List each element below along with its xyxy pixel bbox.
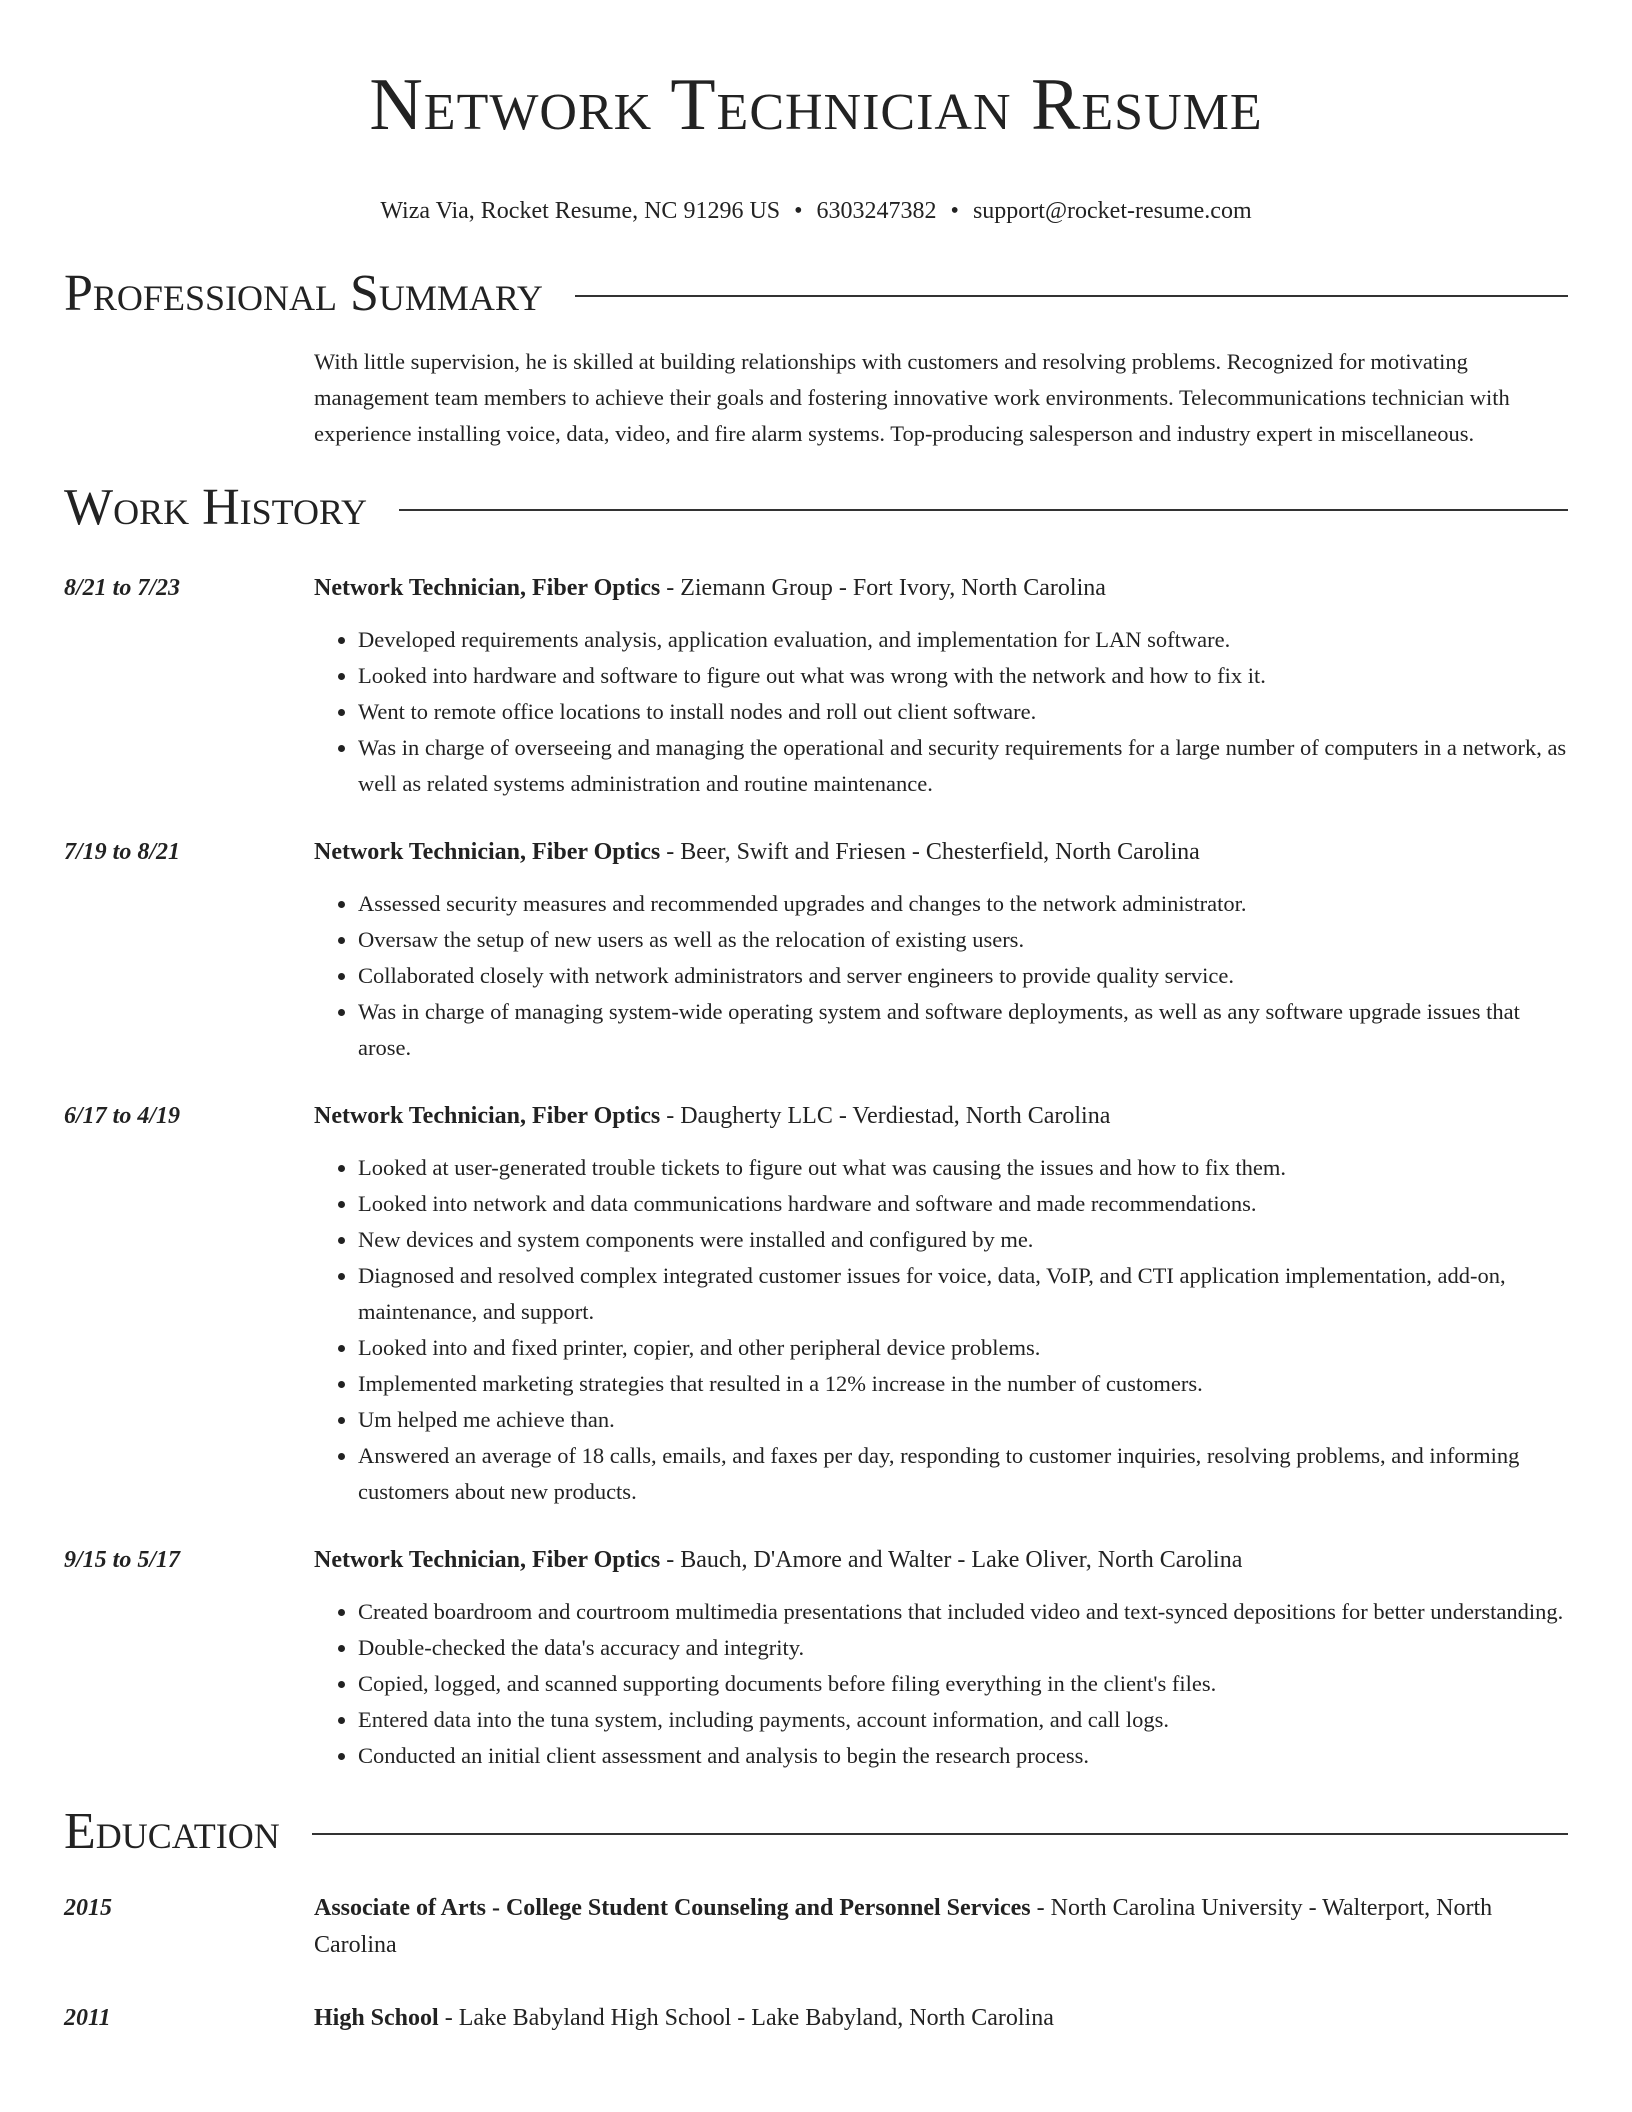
job-bullet: • Entered data into the tuna system, including payments, account information, and call logs. [358,1702,1568,1738]
job-header [314,1542,1568,1578]
contact-email: support@rocket-resume.com [972,198,1252,224]
job-bullets [314,1150,1568,1510]
job-company-location: - Bauch, D'Amore and Walter - Lake Oliver, North Carolina [660,1547,1243,1573]
job-body [314,1098,1568,1510]
job-bullet: • Oversaw the setup of new users as well as the relocation of existing users. [358,922,1568,958]
job-title: Network Technician, Fiber Optics [314,575,661,601]
education-degree: Associate of Arts - College Student Counseling and Personnel Services [314,1895,1031,1921]
section-divider [399,509,1568,511]
education-entry [64,1890,1568,1964]
job-bullet: • Answered an average of 18 calls, emails, and faxes per day, responding to customer inquiries, resolving problems, and informing customers about new products. [358,1438,1568,1510]
job-bullet: • Looked into and fixed printer, copier, and other peripheral device problems. [358,1330,1568,1366]
contact-address: Wiza Via, Rocket Resume, NC 91296 US [380,198,781,224]
job-bullet: • Looked into network and data communications hardware and software and made recommendations. [358,1186,1568,1222]
job-bullets [314,1594,1568,1774]
job-body [314,570,1568,802]
job-bullet: • Was in charge of overseeing and managing the operational and security requirements for a large number of computers in a network, as well as related systems administration and routine maintenance. [358,730,1568,802]
education-date: 2015 [64,1895,112,1921]
summary-paragraph: With little supervision, he is skilled at building relationships with customers and resolving problems. Recognized for motivating management team members to achieve their goals and fostering innovative work environments. Telecommunications technician with experience installing voice, data, video, and fire alarm systems. Top-producing salesperson and industry expert in miscellaneous. [314,349,1510,446]
job-body [314,834,1568,1066]
job-company-location: - Ziemann Group - Fort Ivory, North Carolina [660,575,1106,601]
job-bullet: • Went to remote office locations to install nodes and roll out client software. [358,694,1568,730]
education-body [314,1890,1568,1964]
job-header [314,834,1568,870]
job-dates: 9/15 to 5/17 [64,1547,181,1573]
education-school-location: - Lake Babyland High School - Lake Babyland, North Carolina [438,2005,1054,2031]
job-header [314,1098,1568,1134]
job-entry [64,1098,1568,1510]
job-title: Network Technician, Fiber Optics [314,1547,661,1573]
job-bullet: • Assessed security measures and recommended upgrades and changes to the network administrator. [358,886,1568,922]
job-bullet: • Was in charge of managing system-wide operating system and software deployments, as well as any software upgrade issues that arose. [358,994,1568,1066]
job-bullets [314,622,1568,802]
section-title-summary: Professional Summary [64,265,543,322]
job-dates: 6/17 to 4/19 [64,1103,181,1129]
job-header [314,570,1568,606]
job-body [314,1542,1568,1774]
contact-phone: 6303247382 [816,198,937,224]
section-heading-work-history [64,476,1568,540]
job-bullet: • Looked at user-generated trouble tickets to figure out what was causing the issues and how to fix them. [358,1150,1568,1186]
job-entry [64,834,1568,1066]
job-bullet: • Developed requirements analysis, application evaluation, and implementation for LAN software. [358,622,1568,658]
section-heading-summary [64,262,1568,326]
job-bullet: • Copied, logged, and scanned supporting documents before filing everything in the client's files. [358,1666,1568,1702]
job-dates: 7/19 to 8/21 [64,839,181,865]
education-degree: High School [314,2005,439,2031]
job-bullet: • Conducted an initial client assessment and analysis to begin the research process. [358,1738,1568,1774]
education-entry [64,2000,1568,2037]
education-school-location: - North Carolina University - Walterport, North Carolina [314,1895,1493,1958]
job-bullet: • Diagnosed and resolved complex integrated customer issues for voice, data, VoIP, and CTI application implementation, add-on, maintenance, and support. [358,1258,1568,1330]
job-entry [64,570,1568,802]
section-heading-education [64,1800,1568,1864]
job-bullet: • Created boardroom and courtroom multimedia presentations that included video and text-synced depositions for better understanding. [358,1594,1568,1630]
job-entry [64,1542,1568,1774]
job-bullet: • Collaborated closely with network administrators and server engineers to provide quality service. [358,958,1568,994]
bullet-separator: • [950,198,959,224]
job-title: Network Technician, Fiber Optics [314,839,661,865]
bullet-separator: • [794,198,803,224]
section-divider [312,1833,1568,1835]
resume-title: Network Technician Resume [369,64,1263,146]
job-title: Network Technician, Fiber Optics [314,1103,661,1129]
section-title-education: Education [64,1803,280,1860]
education-body [314,2000,1568,2037]
education-date: 2011 [64,2005,111,2031]
job-bullet: • Implemented marketing strategies that resulted in a 12% increase in the number of customers. [358,1366,1568,1402]
job-bullet: • New devices and system components were installed and configured by me. [358,1222,1568,1258]
job-bullet: • Double-checked the data's accuracy and integrity. [358,1630,1568,1666]
job-company-location: - Beer, Swift and Friesen - Chesterfield, North Carolina [660,839,1200,865]
job-bullet: • Looked into hardware and software to figure out what was wrong with the network and how to fix it. [358,658,1568,694]
job-company-location: - Daugherty LLC - Verdiestad, North Carolina [660,1103,1111,1129]
section-divider [575,295,1568,297]
section-title-work-history: Work History [64,479,368,536]
job-bullet: • Um helped me achieve than. [358,1402,1568,1438]
job-dates: 8/21 to 7/23 [64,575,181,601]
job-bullets [314,886,1568,1066]
contact-line [64,196,1568,226]
